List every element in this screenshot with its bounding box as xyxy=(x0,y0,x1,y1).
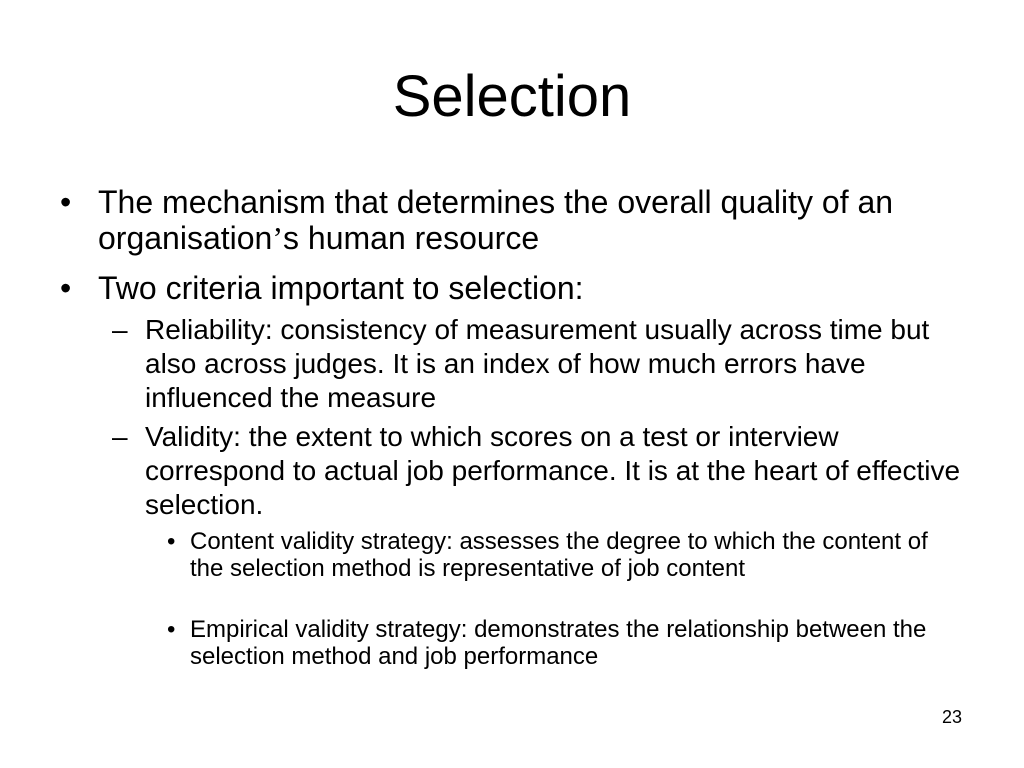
bullet-two-criteria xyxy=(60,270,960,306)
dash-marker: – xyxy=(112,421,128,452)
bullet-text: Two criteria important to selection: xyxy=(98,270,584,306)
page-number: 23 xyxy=(941,707,962,727)
bullet-mechanism xyxy=(60,184,960,256)
bullet-text-part: s human resource xyxy=(283,220,540,256)
sub-sub-bullet-empirical-validity xyxy=(167,616,957,670)
slide-title: Selection xyxy=(392,64,632,129)
bullet-marker: • xyxy=(167,616,176,643)
apostrophe: ’ xyxy=(272,220,283,256)
bullet-marker: • xyxy=(60,270,72,306)
dash-marker: – xyxy=(112,314,128,345)
sub-sub-bullet-content-validity xyxy=(167,528,957,582)
sub-bullet-validity xyxy=(112,420,962,522)
sub-bullet-text: Validity: the extent to which scores on a test or interview correspond to actual job performance. It is at the heart of effective selection. xyxy=(145,421,961,520)
bullet-text-part: The mechanism that determines the overall quality of an organisation xyxy=(98,184,894,256)
sub-sub-bullet-text: Content validity strategy: assesses the degree to which the content of the selection method is representative of job content xyxy=(190,528,928,582)
bullet-marker: • xyxy=(167,528,176,555)
sub-bullet-reliability xyxy=(112,313,962,415)
bullet-marker: • xyxy=(60,184,72,220)
sub-sub-bullet-text: Empirical validity strategy: demonstrates the relationship between the selection method and job performance xyxy=(190,616,927,670)
sub-bullet-text: Reliability: consistency of measurement usually across time but also across judges. It is an index of how much errors have influenced the measure xyxy=(145,314,930,413)
bullet-text xyxy=(98,184,960,256)
